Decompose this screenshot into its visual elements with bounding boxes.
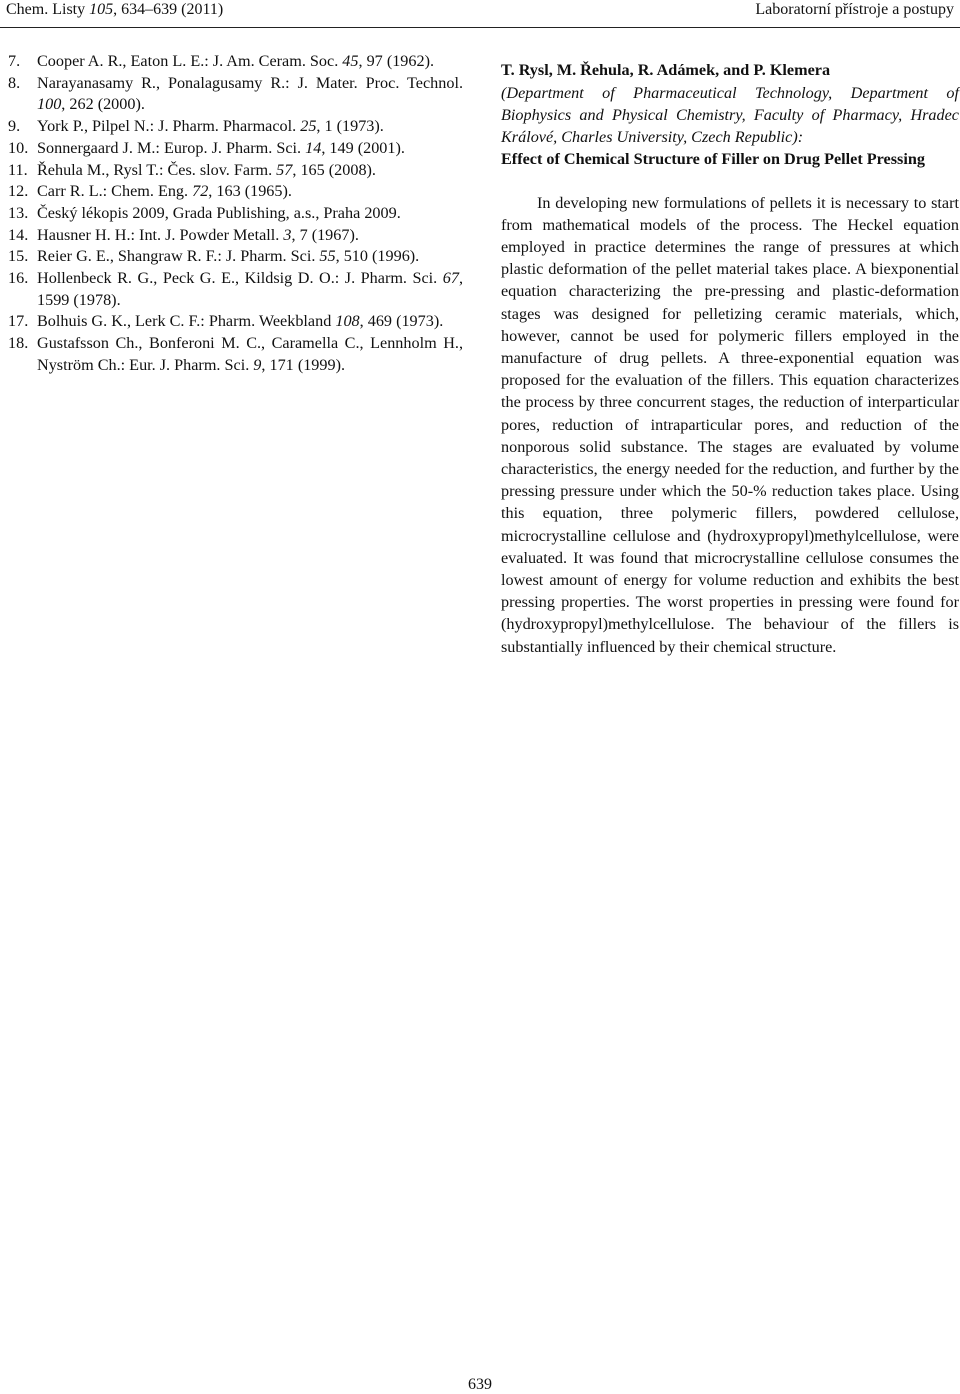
reference-item (8, 51, 463, 73)
running-header (0, 0, 960, 34)
reference-item (8, 116, 463, 138)
reference-text: Narayanasamy R., Ponalagusamy R.: J. Mater. Proc. Technol. 100, 262 (2000). (37, 73, 463, 114)
abstract-column (501, 60, 959, 658)
reference-text: Řehula M., Rysl T.: Čes. slov. Farm. 57, 165 (2008). (37, 160, 376, 179)
reference-item (8, 333, 463, 376)
reference-text: Cooper A. R., Eaton L. E.: J. Am. Ceram. Soc. 45, 97 (1962). (37, 52, 435, 70)
reference-text: Reier G. E., Shangraw R. F.: J. Pharm. Sci. 55, 510 (1996). (37, 247, 420, 266)
reference-number: 10. (8, 138, 29, 157)
section-title: Laboratorní přístroje a postupy (755, 1, 954, 18)
reference-number: 8. (8, 73, 21, 92)
header-rule (0, 27, 960, 28)
reference-item (8, 246, 463, 268)
reference-number: 12. (8, 182, 29, 201)
reference-item (8, 138, 463, 160)
reference-number: 11. (8, 160, 28, 179)
reference-number: 13. (8, 203, 29, 222)
reference-text: York P., Pilpel N.: J. Pharm. Pharmacol. 25, 1 (1973). (37, 117, 384, 136)
reference-number: 9. (8, 117, 21, 136)
reference-item (8, 225, 463, 247)
page-number: 639 (468, 1376, 492, 1393)
reference-number: 15. (8, 247, 29, 266)
reference-item (8, 311, 463, 333)
reference-number: 7. (8, 52, 21, 70)
reference-item (8, 181, 463, 203)
reference-text: Gustafsson Ch., Bonferoni M. C., Caramella C., Lennholm H., Nyström Ch.: Eur. J. Pharm. Sci. 9, 171 (1999). (37, 334, 463, 374)
reference-list (8, 51, 463, 377)
reference-text: Hausner H. H.: Int. J. Powder Metall. 3, 7 (1967). (37, 225, 359, 244)
article-abstract: In developing new formulations of pellets it is necessary to start from mathematical models of the process. The Heckel equation employed in practice determines the range of pressures at which plastic deformation of the pellet material takes place. A biexponential equation characterizing the pre-pressing and plastic-deformation stages was designed for pelletizing ceramic materials, which, however, cannot be used for polymeric fillers employed in the manufacture of drug pellets. A three-exponential equation was proposed for the evaluation of the fillers. This equation characterizes the process by three concurrent stages, the reduction of interparticular pores, reduction of intraparticular pores, and reduction of the nonporous solid substance. The stages are evaluated by volume characteristics, the energy needed for the reduction, and further by the pressing pressure under which the 50-% reduction takes place. Using this equation, three polymeric fillers, powdered cellulose, microcrystalline cellulose and (hydroxypropyl)methylcellulose, were evaluated. It was found that microcrystalline cellulose consumes the lowest amount of energy for volume reduction and exhibits the best pressing properties. The worst properties in pressing were found for (hydroxypropyl)methylcellulose. The behaviour of the fillers is substantially influenced by their chemical structure. (501, 193, 959, 656)
reference-item (8, 203, 463, 225)
reference-number: 16. (8, 269, 29, 288)
reference-number: 18. (8, 334, 29, 353)
reference-text: Český lékopis 2009, Grada Publishing, a.s., Praha 2009. (37, 203, 401, 222)
reference-text: Bolhuis G. K., Lerk C. F.: Pharm. Weekbland 108, 469 (1973). (37, 312, 444, 331)
reference-text: Carr R. L.: Chem. Eng. 72, 163 (1965). (37, 182, 292, 201)
article-affiliation: (Department of Pharmaceutical Technology, Department of Biophysics and Physical Chemistry, Faculty of Pharmacy, Hradec Králové, Charles University, Czech Republic): (501, 83, 959, 146)
reference-text: Sonnergaard J. M.: Europ. J. Pharm. Sci. 14, 149 (2001). (37, 138, 405, 157)
reference-number: 17. (8, 312, 29, 331)
reference-text: Hollenbeck R. G., Peck G. E., Kildsig D. O.: J. Pharm. Sci. 67, 1599 (1978). (37, 269, 463, 309)
reference-number: 14. (8, 225, 29, 244)
journal-volume: 105 (89, 1, 114, 18)
reference-item (8, 73, 463, 116)
journal-citation (6, 1, 223, 19)
article-authors: T. Rysl, M. Řehula, R. Adámek, and P. Klemera (501, 61, 831, 79)
reference-item (8, 160, 463, 182)
journal-pages: , 634–639 (2011) (113, 1, 224, 18)
reference-item (8, 268, 463, 311)
article-title: Effect of Chemical Structure of Filler on Drug Pellet Pressing (501, 149, 925, 168)
journal-name: Chem. Listy (6, 1, 90, 18)
